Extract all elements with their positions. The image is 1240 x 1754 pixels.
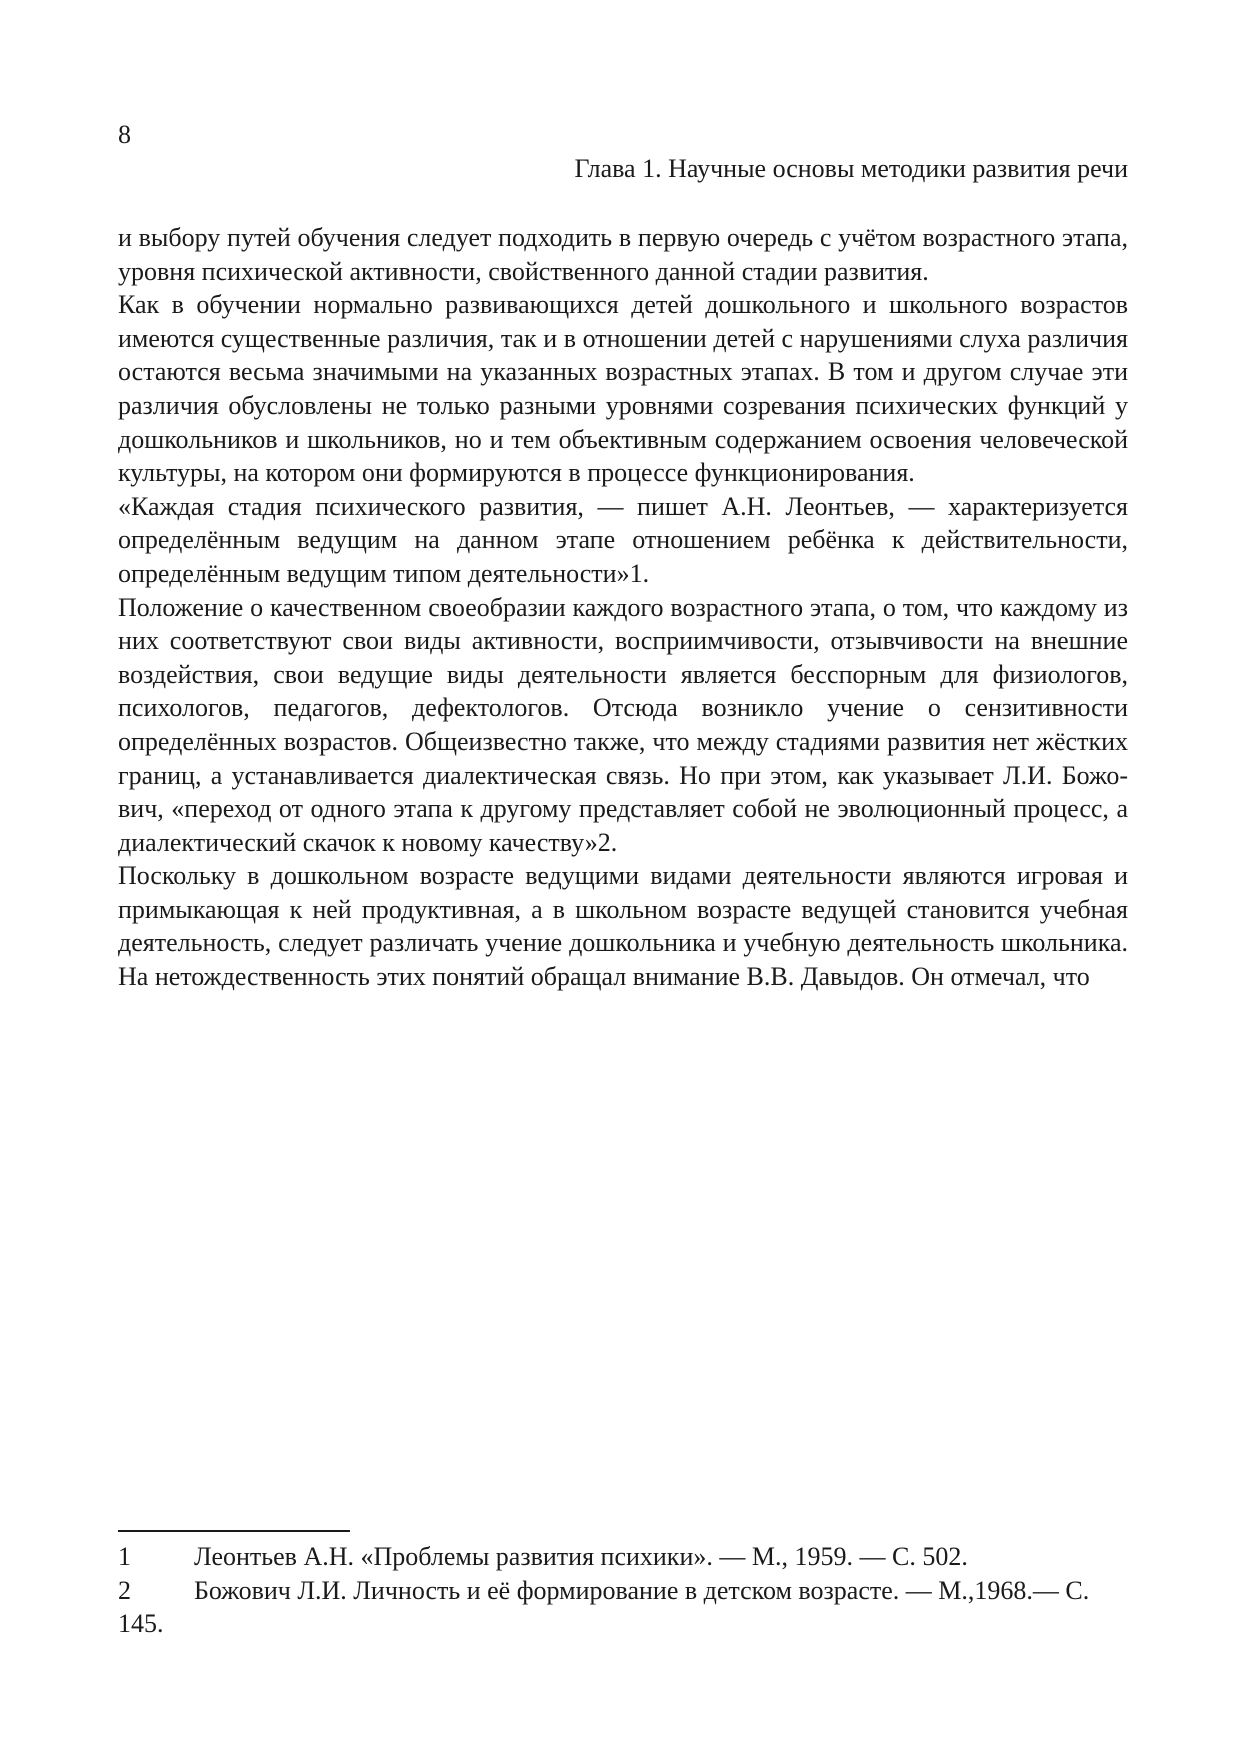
page-number: 8 [118,120,131,149]
footnote [118,1540,1118,1574]
paragraph: и выбору путей обучения следует подходить в первую очередь с учётом возрастного этапа, уровня психической активности, свойственного данной стадии развития. [118,223,1128,286]
footnote-text: Леонтьев А.Н. «Проблемы развития психики». — М., 1959. — С. 502. [194,1542,968,1571]
paragraph: Поскольку в дошкольном возрасте ведущими видами деятельности являются игровая и примыкающая к ней продуктивная, а в школьном возрасте ведущей становится учебная деятельность, следует различать учение дошкольника и учебную деятельность школьника. На нетождественность этих понятий обращал внимание В.В. Давыдов. Он отмечал, что [118,861,1128,992]
paragraph: «Каждая стадия психического развития, — пишет А.Н. Леонтьев, — характеризуется определённым ведущим на данном этапе отношением ребёнка к действительности, определённым ведущим типом деятельности»1. [118,491,1128,588]
paragraph: Как в обучении нормально развивающихся детей дошкольного и школьного возрастов имеются существенные различия, так и в отношении детей с нарушениями слуха различия остаются весьма значимыми на указанных возрастных этапах. В том и другом случае эти различия обусловлены не только разными уровнями созревания психических функций у дошкольников и школьников, но и тем объективным содержанием освоения человеческой культуры, на котором они формируются в процессе функционирования. [118,290,1128,488]
running-header: Глава 1. Научные основы методики развития речи [574,154,1128,183]
footnote-text: Божович Л.И. Личность и её формирование в детском возрасте. — М.,1968.— С. 145. [118,1575,1090,1638]
footnote-separator [118,1530,350,1532]
paragraph: Положение о качественном своеобразии каждого возрастного этапа, о том, что каждому из них соответствуют свои виды активности, восприимчивости, отзывчивости на внешние воздействия, свои ведущие виды деятельности является бесспорным для физиологов, психологов, педагогов, дефектологов. Отсюда возникло учение о сензитивности определённых возрастов. Общеизвестно также, что между стадиями развития нет жёстких границ, а устанавливается диалектическая связь. Но при этом, как указывает Л.И. Божович, «переход от одного этапа к другому представляет собой не эволюционный процесс, а диалектический скачок к новому качеству»2. [118,592,1128,857]
footnote [118,1574,1118,1641]
footnote-number: 2 [118,1575,131,1605]
body-text [118,221,1128,994]
footnote-number: 1 [118,1542,131,1571]
footnotes [118,1540,1118,1641]
